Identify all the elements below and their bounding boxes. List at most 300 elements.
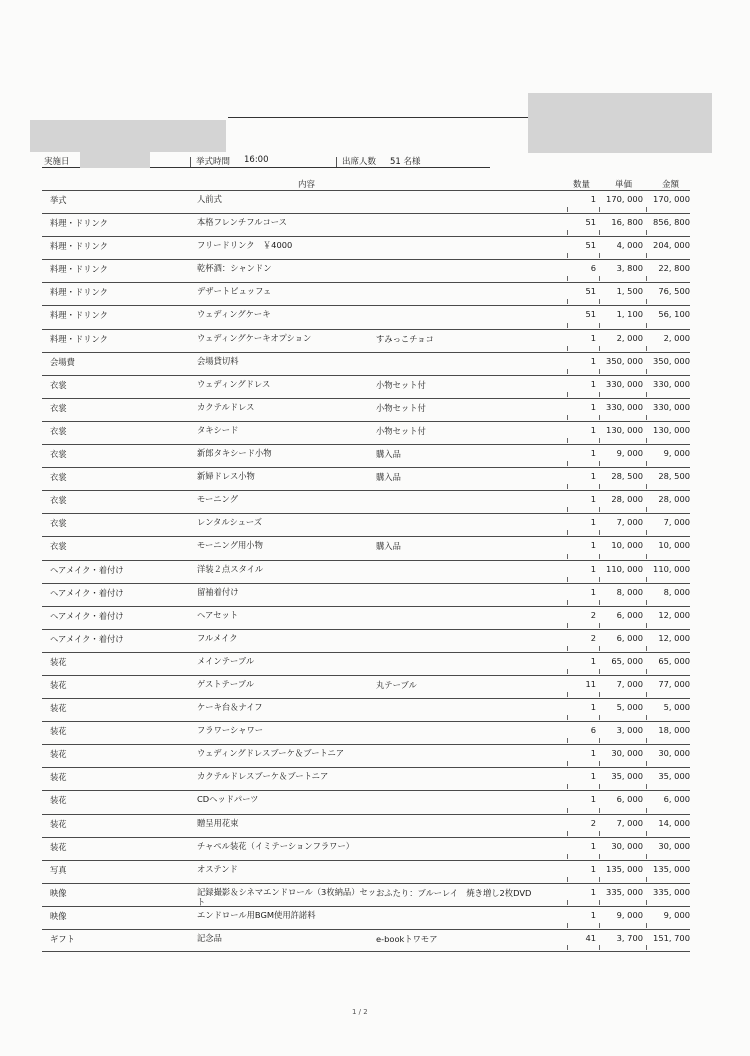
row-amount: 135, 000 xyxy=(653,863,690,874)
row-unit-price: 3, 700 xyxy=(616,933,643,943)
column-tick xyxy=(646,738,647,743)
column-tick xyxy=(599,438,600,443)
row-item: タキシード xyxy=(197,424,239,435)
row-amount: 35, 000 xyxy=(658,771,690,782)
column-tick xyxy=(646,808,647,813)
row-item: モーニング xyxy=(197,494,238,505)
row-amount: 110, 000 xyxy=(653,563,690,574)
row-category: ヘアメイク・着付け xyxy=(50,610,124,621)
column-tick xyxy=(567,438,568,443)
row-category: 装花 xyxy=(50,726,67,737)
row-amount: 350, 000 xyxy=(653,355,690,366)
row-amount: 77, 000 xyxy=(658,678,690,689)
column-tick xyxy=(599,900,600,905)
row-unit-price: 130, 000 xyxy=(606,424,643,435)
column-tick xyxy=(599,461,600,466)
row-unit-price: 65, 000 xyxy=(611,655,643,666)
row-category: 写真 xyxy=(50,864,67,875)
column-tick xyxy=(646,461,647,466)
column-tick xyxy=(646,530,647,535)
column-tick xyxy=(646,854,647,859)
column-tick xyxy=(646,392,647,397)
estimate-table xyxy=(42,190,690,952)
column-tick xyxy=(567,877,568,882)
column-tick xyxy=(567,276,568,281)
table-row xyxy=(42,190,690,213)
table-row xyxy=(42,814,690,837)
column-tick xyxy=(599,484,600,489)
redacted-block-title xyxy=(30,120,226,152)
column-tick xyxy=(599,253,600,258)
column-tick xyxy=(599,784,600,789)
row-quantity: 1 xyxy=(590,794,596,805)
row-item: ウェディングケーキ xyxy=(197,309,271,320)
row-category: 衣裳 xyxy=(50,495,67,506)
row-quantity: 1 xyxy=(590,332,596,343)
column-tick xyxy=(567,554,568,559)
table-row xyxy=(42,513,690,536)
row-category: 装花 xyxy=(50,795,67,806)
row-item: 記念品 xyxy=(197,933,222,943)
row-amount: 28, 500 xyxy=(658,471,690,482)
row-unit-price: 350, 000 xyxy=(606,355,643,366)
row-unit-price: 10, 000 xyxy=(611,540,643,551)
row-category: 料理・ドリンク xyxy=(50,241,108,252)
row-amount: 335, 000 xyxy=(653,886,690,897)
row-category: 装花 xyxy=(50,679,67,690)
row-amount: 22, 800 xyxy=(658,263,690,274)
ceremony-time-label: 挙式時間 xyxy=(196,157,231,167)
row-unit-price: 28, 500 xyxy=(611,471,643,482)
column-tick xyxy=(567,831,568,836)
row-unit-price: 3, 000 xyxy=(616,725,643,736)
row-category: 装花 xyxy=(50,818,67,829)
column-tick xyxy=(599,692,600,697)
row-item: 人前式 xyxy=(197,194,222,204)
column-tick xyxy=(599,415,600,420)
row-note: おふたり：ブルーレイ 焼き増し2枚DVD xyxy=(376,887,532,898)
column-tick xyxy=(599,230,600,235)
column-headers xyxy=(42,176,690,190)
column-header-unit-price: 単価 xyxy=(615,180,633,190)
column-tick xyxy=(646,577,647,582)
row-item: メインテーブル xyxy=(197,655,255,666)
column-tick xyxy=(646,484,647,489)
table-row xyxy=(42,929,690,952)
column-tick xyxy=(599,392,600,397)
column-tick xyxy=(599,369,600,374)
column-tick xyxy=(646,299,647,304)
column-tick xyxy=(646,346,647,351)
row-item: チャペル装花（イミテーションフラワー） xyxy=(197,840,355,851)
row-unit-price: 1, 500 xyxy=(616,286,643,297)
guests-label: 出席人数 xyxy=(342,157,377,167)
row-item: デザートビュッフェ xyxy=(197,286,272,297)
row-unit-price: 6, 000 xyxy=(616,609,643,620)
row-unit-price: 7, 000 xyxy=(616,817,643,828)
row-item: 贈呈用花束 xyxy=(197,817,239,828)
row-quantity: 1 xyxy=(590,563,596,574)
row-amount: 30, 000 xyxy=(658,748,690,759)
table-row xyxy=(42,860,690,883)
table-row xyxy=(42,421,690,444)
row-category: 衣裳 xyxy=(50,379,67,390)
column-tick xyxy=(599,554,600,559)
page-number: 1 / 2 xyxy=(352,1008,368,1016)
row-note: 小物セット付 xyxy=(376,402,426,413)
row-unit-price: 330, 000 xyxy=(606,378,643,389)
row-item: 本格フレンチフルコース xyxy=(197,217,287,228)
row-item: 新婦ドレス小物 xyxy=(197,471,255,482)
row-quantity: 1 xyxy=(590,401,596,412)
row-unit-price: 3, 800 xyxy=(616,263,643,274)
row-unit-price: 6, 000 xyxy=(616,632,643,643)
column-tick xyxy=(599,299,600,304)
column-tick xyxy=(646,784,647,789)
row-note: 購入品 xyxy=(376,541,401,552)
row-unit-price: 5, 000 xyxy=(616,702,643,713)
row-amount: 28, 000 xyxy=(658,494,690,505)
table-row xyxy=(42,837,690,860)
table-row xyxy=(42,490,690,513)
title-rule xyxy=(228,117,528,118)
row-quantity: 51 xyxy=(585,217,596,228)
column-tick xyxy=(646,761,647,766)
row-item: ウェディングドレス xyxy=(197,378,271,389)
row-item: ウェディングケーキオプション xyxy=(197,332,312,343)
row-item: CDヘッドパーツ xyxy=(197,794,259,805)
column-tick xyxy=(599,323,600,328)
row-item: 新郎タキシード小物 xyxy=(197,448,272,459)
row-unit-price: 35, 000 xyxy=(611,771,643,782)
column-tick xyxy=(646,507,647,512)
row-amount: 130, 000 xyxy=(653,424,690,435)
row-quantity: 51 xyxy=(585,286,596,297)
column-tick xyxy=(646,669,647,674)
row-amount: 330, 000 xyxy=(653,401,690,412)
column-tick xyxy=(599,854,600,859)
row-amount: 170, 000 xyxy=(653,194,690,204)
row-category: ヘアメイク・着付け xyxy=(50,587,124,598)
column-tick xyxy=(646,415,647,420)
column-tick xyxy=(646,438,647,443)
row-category: 衣裳 xyxy=(50,518,67,529)
ceremony-time-value: 16:00 xyxy=(244,155,269,165)
row-unit-price: 1, 100 xyxy=(616,309,643,320)
column-tick xyxy=(646,945,647,950)
table-row xyxy=(42,698,690,721)
row-quantity: 1 xyxy=(590,886,596,897)
column-tick xyxy=(567,207,568,212)
row-category: ギフト xyxy=(50,934,75,944)
row-amount: 12, 000 xyxy=(658,609,690,620)
column-tick xyxy=(599,507,600,512)
row-category: 装花 xyxy=(50,841,67,852)
column-header-quantity: 数量 xyxy=(573,180,591,190)
row-quantity: 1 xyxy=(590,517,596,528)
row-item: エンドロール用BGM使用許諾料 xyxy=(197,909,316,920)
row-quantity: 2 xyxy=(590,817,596,828)
row-unit-price: 335, 000 xyxy=(606,886,643,897)
row-item: ウェディングドレスブーケ＆ブートニア xyxy=(197,748,345,759)
row-item: フラワーシャワー xyxy=(197,725,264,736)
column-tick xyxy=(567,461,568,466)
row-quantity: 1 xyxy=(590,448,596,459)
column-tick xyxy=(646,831,647,836)
column-tick xyxy=(567,669,568,674)
column-tick xyxy=(567,646,568,651)
table-row xyxy=(42,329,690,352)
table-row xyxy=(42,629,690,652)
row-category: 料理・ドリンク xyxy=(50,287,108,298)
row-quantity: 1 xyxy=(590,355,596,366)
row-item: フルメイク xyxy=(197,632,238,643)
row-amount: 5, 000 xyxy=(663,702,690,713)
row-quantity: 1 xyxy=(590,863,596,874)
row-category: 料理・ドリンク xyxy=(50,264,108,275)
row-category: ヘアメイク・着付け xyxy=(50,633,124,644)
row-unit-price: 9, 000 xyxy=(616,448,643,459)
row-unit-price: 28, 000 xyxy=(611,494,643,505)
table-row xyxy=(42,444,690,467)
table-row xyxy=(42,236,690,259)
event-info-row xyxy=(42,153,490,168)
column-tick xyxy=(567,715,568,720)
row-amount: 2, 000 xyxy=(663,332,690,343)
row-amount: 65, 000 xyxy=(658,655,690,666)
row-category: 挙式 xyxy=(50,195,67,205)
row-unit-price: 6, 000 xyxy=(616,794,643,805)
column-tick xyxy=(646,646,647,651)
column-tick xyxy=(646,253,647,258)
column-tick xyxy=(646,276,647,281)
row-category: 料理・ドリンク xyxy=(50,310,108,321)
column-tick xyxy=(646,715,647,720)
row-item: オステンド xyxy=(197,863,238,874)
table-row xyxy=(42,352,690,375)
column-tick xyxy=(567,530,568,535)
column-tick xyxy=(646,900,647,905)
column-tick xyxy=(567,392,568,397)
row-quantity: 2 xyxy=(590,632,596,643)
row-quantity: 1 xyxy=(590,494,596,505)
row-quantity: 1 xyxy=(590,586,596,597)
row-category: 衣裳 xyxy=(50,449,67,460)
row-quantity: 1 xyxy=(590,194,596,204)
column-tick xyxy=(646,877,647,882)
row-quantity: 1 xyxy=(590,748,596,759)
column-tick xyxy=(567,923,568,928)
row-item: 乾杯酒：シャンドン xyxy=(197,263,272,274)
column-tick xyxy=(599,669,600,674)
row-unit-price: 7, 000 xyxy=(616,517,643,528)
column-tick xyxy=(599,808,600,813)
row-amount: 14, 000 xyxy=(658,817,690,828)
column-tick xyxy=(646,323,647,328)
table-row xyxy=(42,467,690,490)
row-category: 映像 xyxy=(50,887,67,898)
column-tick xyxy=(567,507,568,512)
column-tick xyxy=(646,554,647,559)
row-quantity: 1 xyxy=(590,840,596,851)
column-tick xyxy=(646,923,647,928)
row-item: ヘアセット xyxy=(197,609,239,620)
guests-value: 51 名様 xyxy=(390,157,421,167)
row-amount: 30, 000 xyxy=(658,840,690,851)
column-tick xyxy=(599,646,600,651)
row-note: 購入品 xyxy=(376,472,401,483)
column-tick xyxy=(599,623,600,628)
column-tick xyxy=(567,369,568,374)
column-header-amount: 金額 xyxy=(662,180,680,190)
table-row xyxy=(42,652,690,675)
row-item: 会場貸切料 xyxy=(197,355,239,366)
table-row xyxy=(42,744,690,767)
row-amount: 6, 000 xyxy=(663,794,690,805)
column-tick xyxy=(646,623,647,628)
table-row xyxy=(42,536,690,559)
row-amount: 18, 000 xyxy=(658,725,690,736)
row-category: 料理・ドリンク xyxy=(50,333,108,344)
column-tick xyxy=(567,945,568,950)
row-amount: 151, 700 xyxy=(653,933,690,943)
column-tick xyxy=(646,230,647,235)
row-note: 購入品 xyxy=(376,449,401,460)
row-quantity: 1 xyxy=(590,540,596,551)
row-amount: 856, 800 xyxy=(653,217,690,228)
row-note: 小物セット付 xyxy=(376,379,426,390)
row-item: 記録撮影＆シネマエンドロール（3枚納品）セッ ト xyxy=(197,886,377,907)
row-quantity: 2 xyxy=(590,609,596,620)
row-category: ヘアメイク・着付け xyxy=(50,564,124,575)
row-unit-price: 4, 000 xyxy=(616,240,643,251)
column-tick xyxy=(599,346,600,351)
row-item: 留袖着付け xyxy=(197,586,239,597)
column-tick xyxy=(646,369,647,374)
row-quantity: 1 xyxy=(590,378,596,389)
row-amount: 76, 500 xyxy=(658,286,690,297)
row-category: 衣裳 xyxy=(50,472,67,483)
redacted-block-top-right xyxy=(528,93,712,153)
row-item: 洋装２点スタイル xyxy=(197,563,264,574)
column-tick xyxy=(567,415,568,420)
table-row xyxy=(42,560,690,583)
row-note: 小物セット付 xyxy=(376,425,426,436)
row-unit-price: 330, 000 xyxy=(606,401,643,412)
column-tick xyxy=(599,207,600,212)
row-amount: 7, 000 xyxy=(663,517,690,528)
column-tick xyxy=(567,692,568,697)
row-item: ゲストテーブル xyxy=(197,678,254,689)
row-quantity: 1 xyxy=(590,771,596,782)
row-amount: 330, 000 xyxy=(653,378,690,389)
column-tick xyxy=(567,854,568,859)
row-quantity: 1 xyxy=(590,909,596,920)
row-quantity: 1 xyxy=(590,424,596,435)
row-amount: 9, 000 xyxy=(663,448,690,459)
row-amount: 9, 000 xyxy=(663,909,690,920)
header-separator xyxy=(190,157,191,167)
redacted-date xyxy=(80,152,150,168)
row-note: 丸テーブル xyxy=(376,679,417,690)
column-tick xyxy=(567,808,568,813)
row-category: 映像 xyxy=(50,910,67,921)
column-tick xyxy=(567,253,568,258)
row-quantity: 1 xyxy=(590,471,596,482)
table-row xyxy=(42,906,690,929)
row-quantity: 6 xyxy=(590,263,596,274)
table-row xyxy=(42,305,690,328)
column-tick xyxy=(599,276,600,281)
row-quantity: 1 xyxy=(590,702,596,713)
table-row xyxy=(42,883,690,906)
row-item: モーニング用小物 xyxy=(197,540,263,551)
row-note: すみっこチョコ xyxy=(376,333,434,344)
table-row xyxy=(42,790,690,813)
column-tick xyxy=(599,761,600,766)
row-unit-price: 30, 000 xyxy=(611,840,643,851)
row-amount: 12, 000 xyxy=(658,632,690,643)
row-unit-price: 16, 800 xyxy=(611,217,643,228)
column-tick xyxy=(567,738,568,743)
column-header-content: 内容 xyxy=(298,180,316,190)
table-row xyxy=(42,282,690,305)
row-category: 衣裳 xyxy=(50,402,67,413)
row-unit-price: 9, 000 xyxy=(616,909,643,920)
row-category: 装花 xyxy=(50,749,67,760)
column-tick xyxy=(567,761,568,766)
row-unit-price: 110, 000 xyxy=(606,563,643,574)
column-tick xyxy=(599,831,600,836)
column-tick xyxy=(599,877,600,882)
table-row xyxy=(42,398,690,421)
row-category: 装花 xyxy=(50,656,67,667)
column-tick xyxy=(599,530,600,535)
row-note: e-bookトワモア xyxy=(376,934,438,944)
row-category: 会場費 xyxy=(50,356,75,367)
column-tick xyxy=(567,577,568,582)
column-tick xyxy=(567,323,568,328)
row-quantity: 51 xyxy=(585,309,596,320)
row-category: 料理・ドリンク xyxy=(50,218,108,229)
column-tick xyxy=(599,923,600,928)
column-tick xyxy=(567,900,568,905)
row-quantity: 51 xyxy=(585,240,596,251)
row-category: 装花 xyxy=(50,703,67,714)
table-row xyxy=(42,675,690,698)
column-tick xyxy=(646,600,647,605)
column-tick xyxy=(646,692,647,697)
column-tick xyxy=(599,738,600,743)
table-row xyxy=(42,721,690,744)
column-tick xyxy=(567,299,568,304)
row-amount: 204, 000 xyxy=(653,240,690,251)
row-unit-price: 135, 000 xyxy=(606,863,643,874)
table-row xyxy=(42,213,690,236)
column-tick xyxy=(646,207,647,212)
row-category: 装花 xyxy=(50,772,67,783)
row-category: 衣裳 xyxy=(50,425,67,436)
column-tick xyxy=(567,484,568,489)
table-row xyxy=(42,583,690,606)
column-tick xyxy=(567,623,568,628)
date-label: 実施日 xyxy=(44,157,70,167)
header-separator xyxy=(336,157,337,167)
row-quantity: 6 xyxy=(590,725,596,736)
row-unit-price: 2, 000 xyxy=(616,332,643,343)
table-row xyxy=(42,767,690,790)
row-unit-price: 8, 000 xyxy=(616,586,643,597)
